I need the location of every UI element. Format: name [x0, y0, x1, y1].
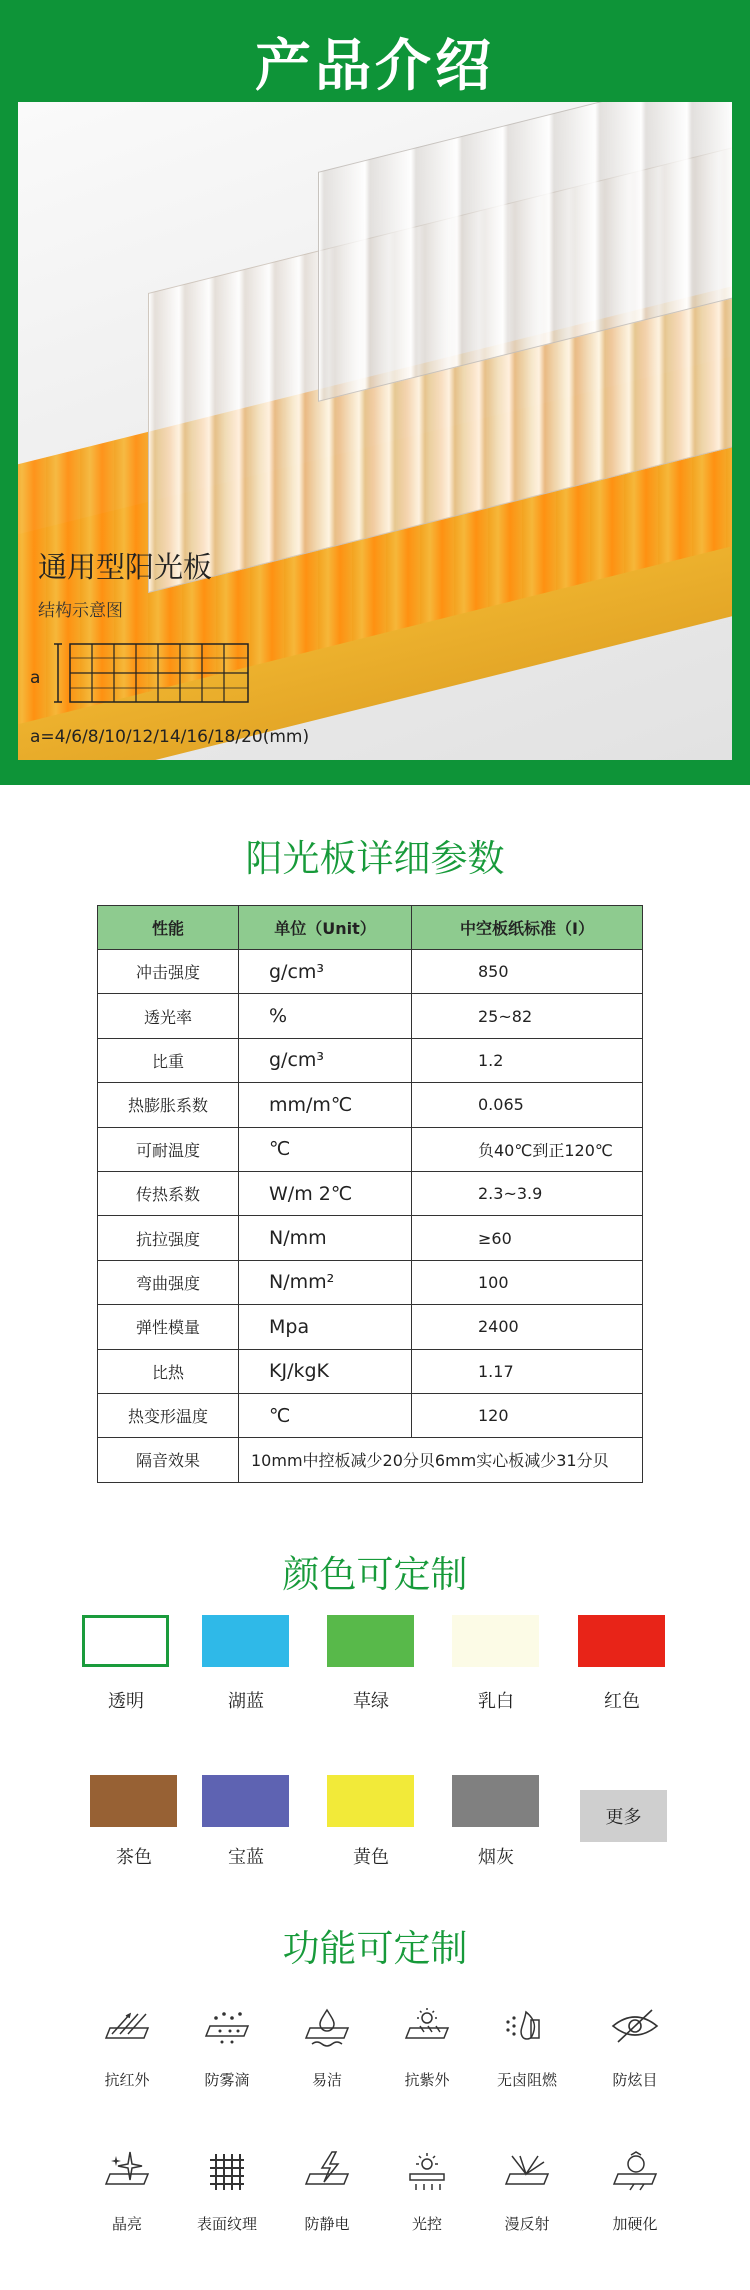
property-unit: %: [239, 994, 412, 1038]
property-value: ≥60: [412, 1216, 643, 1260]
table-row: [98, 950, 643, 994]
color-label: 草绿: [353, 1691, 389, 1712]
table-row: [98, 1393, 643, 1437]
table-row: [98, 1349, 643, 1393]
property-unit: N/mm²: [239, 1260, 412, 1304]
property-value: 0.065: [412, 1083, 643, 1127]
function-label: 防炫目: [612, 2071, 658, 2089]
table-row: [98, 1083, 643, 1127]
function-item-uv: [372, 2006, 482, 2101]
table-row: [98, 1127, 643, 1171]
color-label: 烟灰: [478, 1847, 514, 1868]
function-label: 光控: [411, 2215, 442, 2233]
property-value: 25~82: [412, 994, 643, 1038]
header-standard: 中空板纸标准（Ⅰ）: [412, 906, 643, 950]
color-swatch-lake-blue[interactable]: [202, 1615, 289, 1667]
function-label: 表面纹理: [196, 2215, 257, 2233]
property-unit: N/mm: [239, 1216, 412, 1260]
color-label: 茶色: [116, 1847, 152, 1868]
uv-icon: [402, 2006, 452, 2048]
header-property: 性能: [98, 906, 239, 950]
flame-retardant-icon: [502, 2006, 552, 2048]
more-colors-button[interactable]: 更多: [580, 1790, 667, 1842]
structure-diagram: [54, 640, 254, 706]
table-row: [98, 1438, 643, 1482]
dimension-a-label: a: [30, 668, 41, 688]
color-swatch-grass-green[interactable]: [327, 1615, 414, 1667]
property-value: 10mm中控板减少20分贝6mm实心板减少31分贝: [239, 1438, 643, 1482]
easy-clean-icon: [302, 2006, 352, 2048]
function-label: 易洁: [311, 2071, 342, 2089]
params-section-title: 阳光板详细参数: [245, 837, 505, 880]
color-label: 透明: [108, 1691, 144, 1712]
sparkle-icon: [102, 2150, 152, 2192]
property-value: 负40℃到正120℃: [412, 1127, 643, 1171]
property-unit: ℃: [239, 1393, 412, 1437]
color-label: 黄色: [353, 1847, 389, 1868]
colors-section-title: 颜色可定制: [282, 1553, 468, 1596]
header-unit: 单位（Unit）: [239, 906, 412, 950]
color-swatch-yellow[interactable]: [327, 1775, 414, 1827]
color-swatch-brown[interactable]: [90, 1775, 177, 1827]
light-control-icon: [402, 2150, 452, 2192]
infrared-icon: [102, 2006, 152, 2048]
function-item-texture: [172, 2150, 282, 2245]
function-label: 抗红外: [104, 2071, 150, 2089]
function-label: 漫反射: [504, 2215, 550, 2233]
property-name: 抗拉强度: [98, 1216, 239, 1260]
product-photo: [18, 102, 732, 760]
property-value: 2400: [412, 1305, 643, 1349]
color-label: 乳白: [478, 1691, 514, 1712]
property-unit: KJ/kgK: [239, 1349, 412, 1393]
property-unit: mm/m℃: [239, 1083, 412, 1127]
color-swatch-milk-white[interactable]: [452, 1615, 539, 1667]
property-name: 传热系数: [98, 1171, 239, 1215]
table-row: [98, 1038, 643, 1082]
color-swatch-smoke-gray[interactable]: [452, 1775, 539, 1827]
property-name: 可耐温度: [98, 1127, 239, 1171]
property-name: 隔音效果: [98, 1438, 239, 1482]
table-row: [98, 1171, 643, 1215]
hardened-icon: [610, 2150, 660, 2192]
table-header-row: [98, 906, 643, 950]
table-row: [98, 1260, 643, 1304]
color-swatch-royal-blue[interactable]: [202, 1775, 289, 1827]
function-label: 晶亮: [111, 2215, 142, 2233]
function-item-diffuse: [472, 2150, 582, 2245]
property-unit: Mpa: [239, 1305, 412, 1349]
function-item-easy-clean: [272, 2006, 382, 2101]
function-label: 防静电: [304, 2215, 350, 2233]
property-name: 比热: [98, 1349, 239, 1393]
property-value: 850: [412, 950, 643, 994]
function-item-anti-fog: [172, 2006, 282, 2101]
function-item-sparkle: [72, 2150, 182, 2245]
table-row: [98, 994, 643, 1038]
property-name: 弹性模量: [98, 1305, 239, 1349]
function-item-infrared: [72, 2006, 182, 2101]
anti-fog-icon: [202, 2006, 252, 2048]
function-item-flame-retardant: [472, 2006, 582, 2101]
function-item-hardened: [580, 2150, 690, 2245]
property-value: 2.3~3.9: [412, 1171, 643, 1215]
function-label: 抗紫外: [404, 2071, 450, 2089]
table-row: [98, 1305, 643, 1349]
color-label: 宝蓝: [228, 1847, 264, 1868]
function-label: 加硬化: [612, 2215, 658, 2233]
property-name: 热膨胀系数: [98, 1083, 239, 1127]
property-value: 120: [412, 1393, 643, 1437]
page-title: 产品介绍: [255, 34, 495, 99]
property-unit: W/m 2℃: [239, 1171, 412, 1215]
anti-static-icon: [302, 2150, 352, 2192]
table-row: [98, 1216, 643, 1260]
color-label: 湖蓝: [228, 1691, 264, 1712]
property-name: 弯曲强度: [98, 1260, 239, 1304]
color-swatch-red[interactable]: [578, 1615, 665, 1667]
color-label: 红色: [604, 1691, 640, 1712]
function-item-light-control: [372, 2150, 482, 2245]
function-item-anti-static: [272, 2150, 382, 2245]
function-item-anti-glare: [580, 2006, 690, 2101]
property-unit: ℃: [239, 1127, 412, 1171]
property-value: 100: [412, 1260, 643, 1304]
function-label: 无卤阻燃: [496, 2071, 557, 2089]
anti-glare-icon: [610, 2006, 660, 2048]
functions-section-title: 功能可定制: [282, 1927, 468, 1970]
structure-label: 结构示意图: [38, 601, 123, 621]
hero-banner: [0, 0, 750, 785]
product-name: 通用型阳光板: [38, 550, 213, 584]
function-label: 防雾滴: [204, 2071, 250, 2089]
params-table: [97, 905, 643, 1483]
property-value: 1.2: [412, 1038, 643, 1082]
property-name: 透光率: [98, 994, 239, 1038]
property-unit: g/cm³: [239, 1038, 412, 1082]
color-swatch-transparent[interactable]: [82, 1615, 169, 1667]
property-name: 热变形温度: [98, 1393, 239, 1437]
property-value: 1.17: [412, 1349, 643, 1393]
texture-icon: [202, 2150, 252, 2192]
thickness-sizes: a=4/6/8/10/12/14/16/18/20(mm): [30, 727, 310, 747]
property-unit: g/cm³: [239, 950, 412, 994]
property-name: 冲击强度: [98, 950, 239, 994]
property-name: 比重: [98, 1038, 239, 1082]
diffuse-icon: [502, 2150, 552, 2192]
